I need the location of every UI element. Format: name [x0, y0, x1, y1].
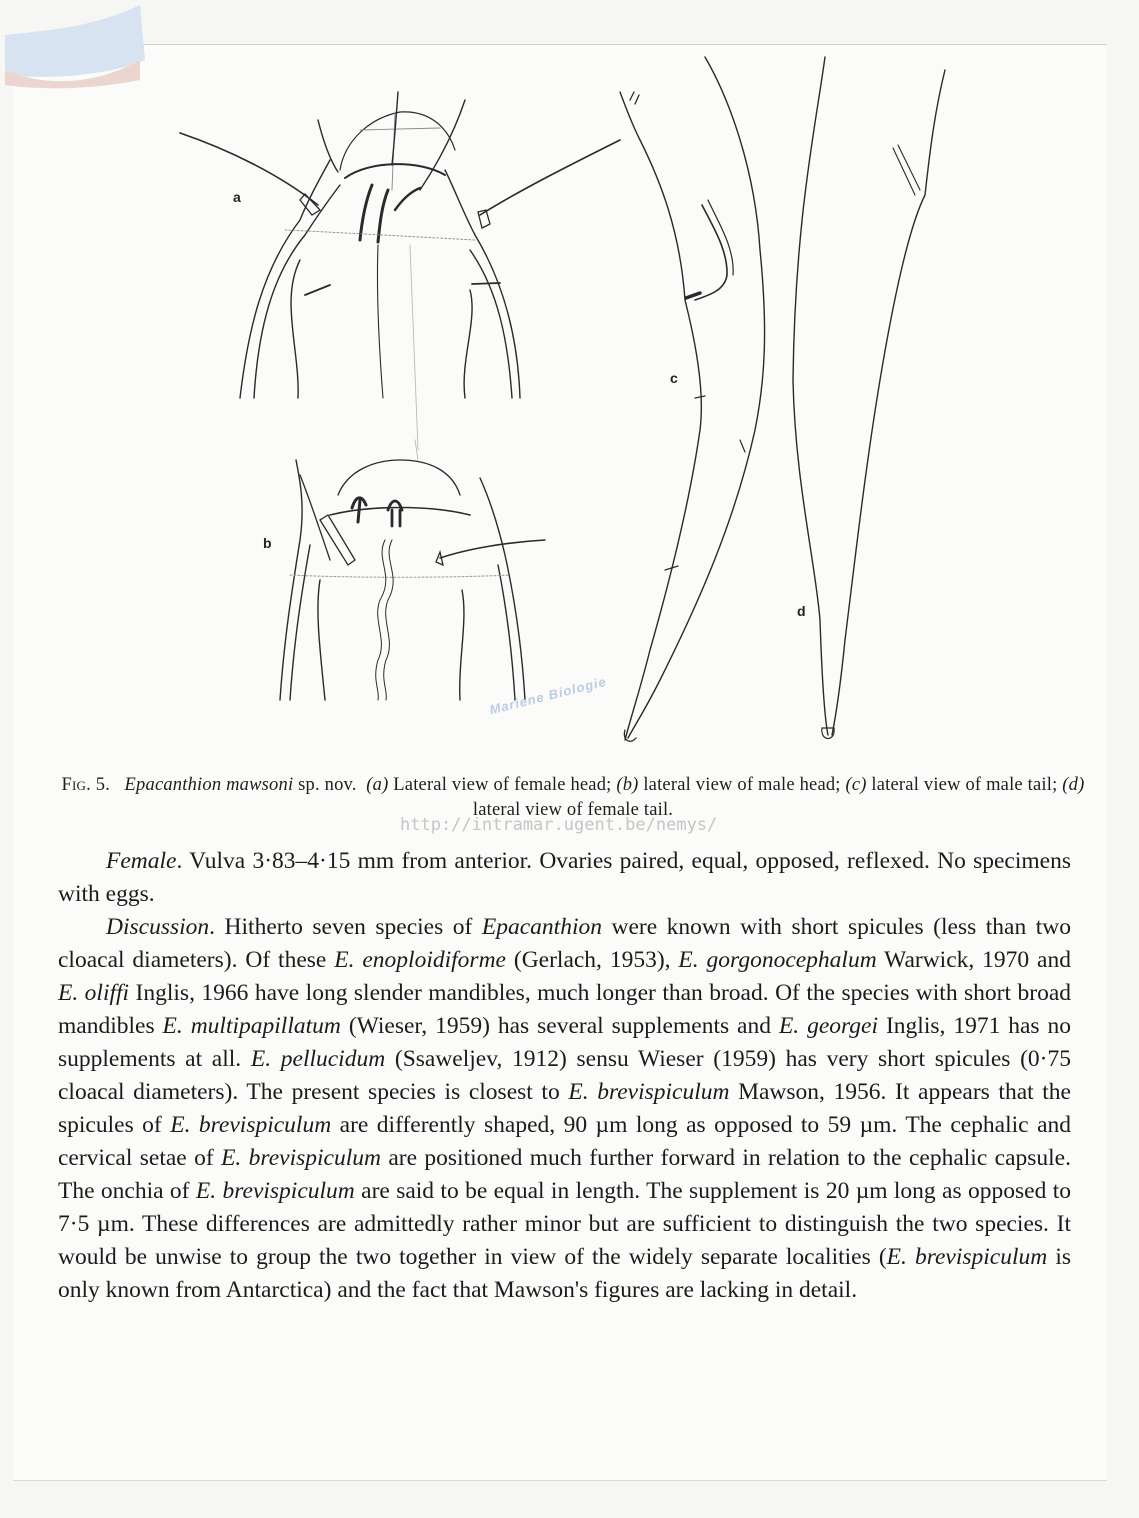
paragraph-discussion	[58, 911, 1071, 1307]
taxon-name: E. pellucidum	[250, 1046, 386, 1072]
text-segment: were known with short spicules (less than two cloacal diameters). Of these	[58, 914, 1071, 973]
text-segment: Warwick, 1970 and	[876, 947, 1071, 973]
body-text	[58, 845, 1071, 1307]
taxon-name: E. gorgonocephalum	[678, 947, 877, 973]
watermark-logo-text: Mariene Biologie	[487, 673, 609, 718]
drawing-female-head	[180, 92, 620, 450]
taxon-name: E. brevispiculum	[886, 1244, 1048, 1270]
caption-marker-d: (d)	[1062, 775, 1085, 795]
panel-label-a: a	[233, 189, 241, 205]
figure-number: Fig. 5.	[61, 775, 111, 795]
caption-species: Epacanthion mawsoni	[124, 775, 294, 795]
text-segment: Mawson, 1956. It appears that the spicules of	[58, 1079, 1071, 1138]
text-segment: (Wieser, 1959) has several supplements and	[340, 1013, 779, 1039]
drawing-male-head	[280, 440, 545, 700]
taxon-name: Epacanthion	[481, 914, 602, 940]
caption-marker-b: (b)	[616, 775, 639, 795]
watermark-logo-icon	[0, 0, 180, 90]
text-segment: are differently shaped, 90 µm long as opposed to 59 µm. The cephalic and cervical setae of	[58, 1112, 1071, 1171]
caption-marker-a: (a)	[366, 775, 389, 795]
panel-label-b: b	[263, 535, 272, 551]
text-segment: . Hitherto seven species of	[209, 914, 482, 940]
caption-part-b: lateral view of male head;	[638, 775, 846, 795]
taxon-name: E. brevispiculum	[221, 1145, 381, 1171]
text-segment: Inglis, 1971 has no supplements at all.	[58, 1013, 1072, 1072]
drawing-female-tail	[793, 57, 945, 739]
taxon-name: E. brevispiculum	[195, 1178, 355, 1204]
caption-part-a: Lateral view of female head;	[388, 775, 617, 795]
text-segment: are positioned much further forward in relation to the cephalic capsule. The onchia of	[58, 1145, 1071, 1204]
taxon-name: E. brevispiculum	[568, 1079, 730, 1105]
paragraph-female	[58, 845, 1071, 911]
drawing-male-tail	[620, 57, 765, 741]
text-segment: is only known from Antarctica) and the fact that Mawson's figures are lacking in detail.	[58, 1244, 1071, 1303]
paragraph-heading-discussion: Discussion	[106, 914, 210, 940]
text-segment: (Gerlach, 1953),	[505, 947, 679, 973]
paragraph-text-discussion	[58, 914, 1071, 1303]
taxon-name: E. oliffi	[58, 980, 130, 1006]
taxon-name: E. georgei	[778, 1013, 879, 1039]
taxon-name: E. multipapillatum	[162, 1013, 341, 1039]
taxon-name: E. brevispiculum	[170, 1112, 332, 1138]
watermark-url: http://intramar.ugent.be/nemys/	[400, 815, 718, 835]
caption-species-suffix: sp. nov.	[293, 775, 357, 795]
text-segment: Inglis, 1966 have long slender mandibles, much longer than broad. Of the species with short broad mandibles	[58, 980, 1071, 1039]
panel-label-c: c	[670, 370, 678, 386]
caption-marker-c: (c)	[845, 775, 867, 795]
panel-label-d: d	[797, 603, 806, 619]
caption-part-c: lateral view of male tail;	[866, 775, 1063, 795]
text-segment: are said to be equal in length. The supplement is 20 µm long as opposed to 7·5 µm. These differences are admittedly rather minor but are sufficient to distinguish the two species. It would be unwise to group the two together in view of the widely separate localities (	[58, 1178, 1071, 1270]
paragraph-text-female: . Vulva 3·83–4·15 mm from anterior. Ovaries paired, equal, opposed, reflexed. No specimens with eggs.	[58, 848, 1071, 907]
paragraph-heading-female: Female	[106, 848, 177, 874]
taxon-name: E. enoploidiforme	[334, 947, 506, 973]
text-segment: (Ssaweljev, 1912) sensu Wieser (1959) has very short spicules (0·75 cloacal diameters). The present species is closest to	[58, 1046, 1071, 1105]
caption-part-d: lateral view of female tail.	[472, 800, 674, 820]
